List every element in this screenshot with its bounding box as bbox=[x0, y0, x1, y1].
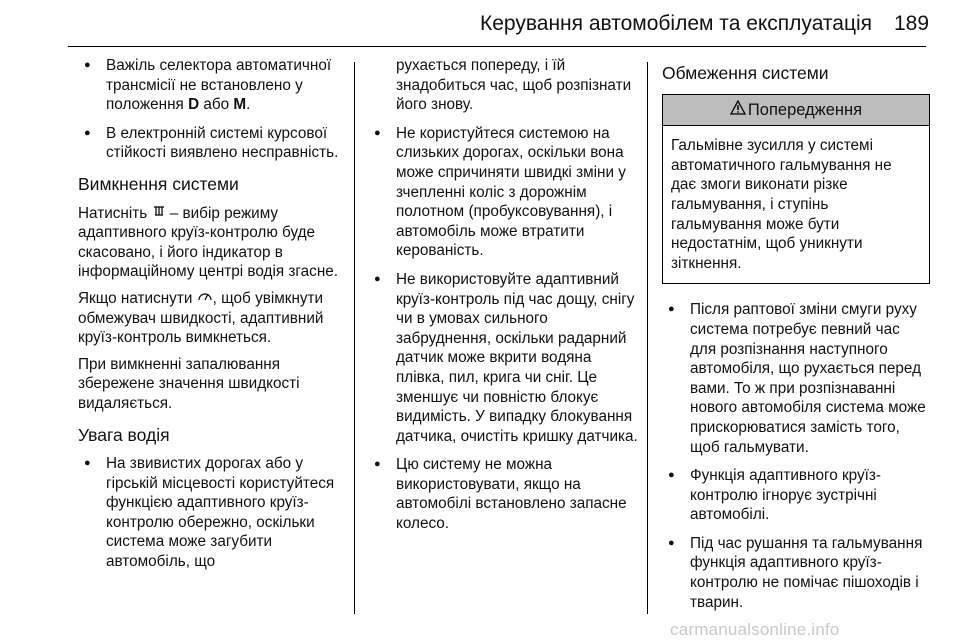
page-title: Керування автомобілем та експлуатація bbox=[480, 12, 873, 35]
list-item: ● Після раптової зміни смуги руху система потребує певний час для розпізнання наступного автомобіля, що рухається перед вами. То ж при розпізнаванні нового автомобіля система може прискорюватися замість того, щоб гальмувати. bbox=[662, 300, 930, 457]
watermark: carmanualsonline.info bbox=[670, 620, 840, 639]
header-rule bbox=[68, 46, 926, 47]
section-heading: Вимкнення системи bbox=[78, 173, 239, 194]
warning-text: Гальмівне зусилля у системі автоматичного гальмування не дає змоги виконати різке гальмування, і ступінь гальмування може бути недостатнім, щоб уникнути зіткнення. bbox=[671, 137, 892, 272]
warning-triangle-icon bbox=[730, 100, 746, 121]
continued-text: рухається попереду, і їй знадобиться час, щоб розпізнати його знову. bbox=[396, 57, 632, 114]
list-item: ● В електронній системі курсової стійкості виявлено несправність. bbox=[78, 124, 346, 163]
list-item: ● Цю систему не можна використовувати, якщо на автомобілі встановлено запасне колесо. bbox=[368, 455, 640, 533]
list-item: ● Під час рушання та гальмування функція адаптивного круїз-контролю не помічає пішоходів і тварин. bbox=[662, 534, 930, 612]
paragraph: Якщо натиснути , щоб увімкнути обмежувач швидкості, адаптивний круїз-контроль вимкнеться. bbox=[78, 289, 324, 347]
warning-box bbox=[662, 94, 930, 285]
list-item: ● На звивистих дорогах або у гірській місцевості користуйтеся функцією адаптивного круїз-контролю обережно, оскільки система може загубити автомобіль, що bbox=[78, 454, 346, 572]
warning-header: Попередження bbox=[663, 95, 929, 127]
paragraph: При вимкненні запалювання збережене значення швидкості видаляється. bbox=[78, 355, 300, 412]
page-number: 189 bbox=[894, 12, 930, 35]
column-3 bbox=[662, 56, 930, 621]
list-item: ● Не використовуйте адаптивний круїз-контроль під час дощу, снігу чи в умовах сильного забруднення, оскільки радарний датчик може вкрити водяна плівка, пил, крига чи сніг. Це зменшує чи повністю блокує видимість. У випадку блокування датчика, очистіть кришку датчика. bbox=[368, 270, 640, 446]
column-divider bbox=[647, 62, 648, 614]
list-item: ● Важіль селектора автоматичної трансмісії не встановлено у положення D або M. bbox=[78, 56, 346, 115]
column-1 bbox=[78, 56, 346, 581]
section-heading: Увага водія bbox=[78, 424, 170, 445]
list-item: ● Функція адаптивного круїз-контролю ігнорує зустрічні автомобілі. bbox=[662, 466, 930, 525]
cruise-cancel-icon bbox=[152, 204, 166, 224]
column-divider bbox=[354, 62, 355, 614]
speed-limiter-icon bbox=[197, 289, 213, 309]
list-item: ● Не користуйтеся системою на слизьких дорогах, оскільки вона може спричиняти швидкі зміни у зчепленні коліс з дорожнім полотном (пробуксовування), і автомобіль може втратити керованість. bbox=[368, 124, 640, 261]
section-heading: Обмеження системи bbox=[662, 63, 829, 83]
paragraph: Натисніть – вибір режиму адаптивного круїз-контролю буде скасовано, і його індикатор в інформаційному центрі водія згасне. bbox=[78, 204, 339, 281]
column-2 bbox=[368, 56, 640, 543]
